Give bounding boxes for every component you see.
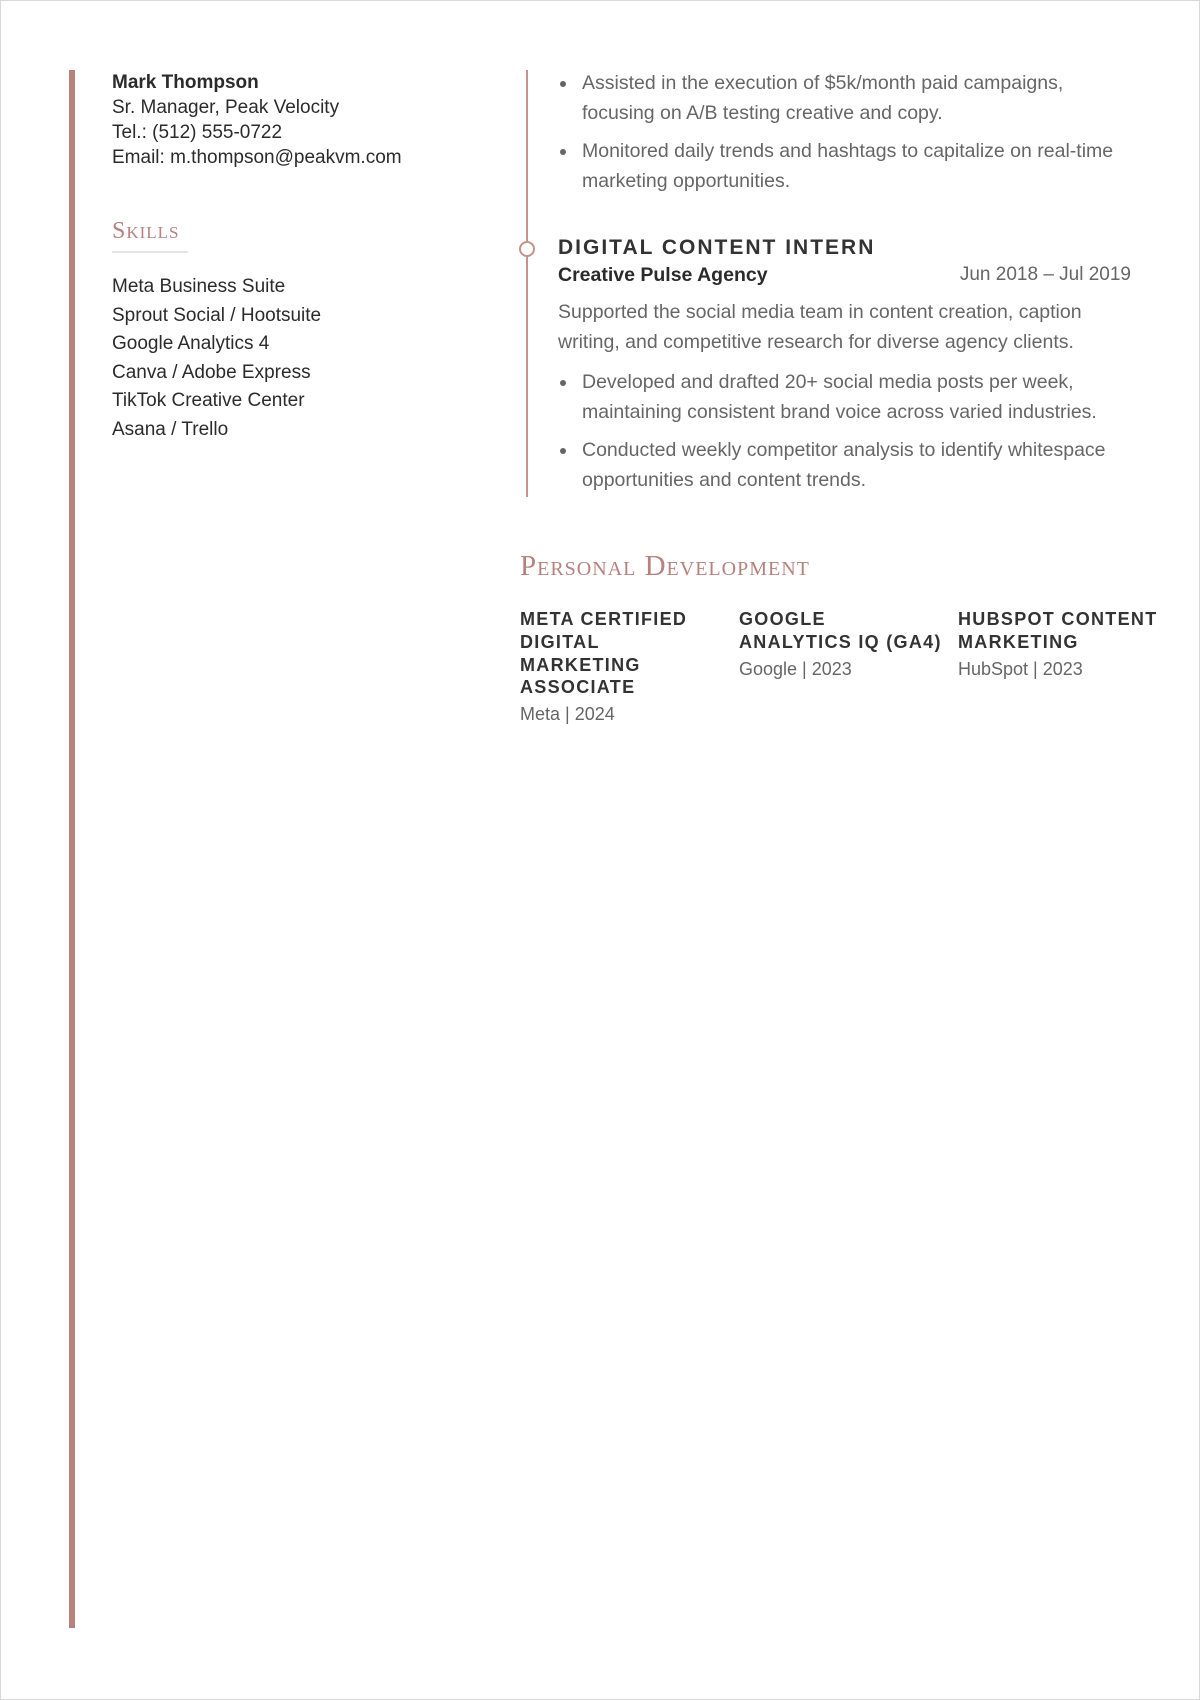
contact-name: Mark Thompson <box>112 72 259 93</box>
skills-divider <box>112 251 188 253</box>
skill-item: Canva / Adobe Express <box>112 361 311 383</box>
bullet-item: Developed and drafted 20+ social media posts per week, maintaining consistent brand voice across varied industries. <box>558 367 1131 427</box>
skills-heading: Skills <box>112 218 180 244</box>
job-entry <box>558 235 1131 503</box>
skill-item: TikTok Creative Center <box>112 390 305 412</box>
skill-item: Asana / Trello <box>112 418 229 440</box>
bullet-item: Assisted in the execution of $5k/month paid campaigns, focusing on A/B testing creative and copy. <box>558 68 1131 128</box>
personal-development-heading: Personal Development <box>520 550 810 582</box>
certification-name: HUBSPOT CONTENT MARKETING <box>958 609 1158 652</box>
skills-list <box>112 273 472 445</box>
previous-job-section <box>558 68 1131 204</box>
certification-name: META CERTIFIED DIGITAL MARKETING ASSOCIATE <box>520 609 688 698</box>
skill-item: Meta Business Suite <box>112 276 286 297</box>
certification-item <box>520 608 739 725</box>
previous-job-bullets <box>558 68 1131 196</box>
certification-grid <box>520 608 1180 725</box>
timeline-marker <box>519 241 535 257</box>
bullet-item: Monitored daily trends and hashtags to capitalize on real-time marketing opportunities. <box>558 136 1131 196</box>
job-dates: Jun 2018 – Jul 2019 <box>959 264 1131 285</box>
certification-name: GOOGLE ANALYTICS IQ (GA4) <box>739 609 942 652</box>
certification-item <box>958 608 1177 725</box>
certification-item <box>739 608 958 725</box>
contact-phone: Tel.: (512) 555-0722 <box>112 122 283 143</box>
contact-email: Email: m.thompson@peakvm.com <box>112 147 402 168</box>
company-name: Creative Pulse Agency <box>558 264 768 286</box>
job-bullets <box>558 367 1131 495</box>
accent-bar <box>69 70 75 1628</box>
contact-block <box>112 70 472 170</box>
timeline-line <box>526 70 528 497</box>
skill-item: Sprout Social / Hootsuite <box>112 304 322 326</box>
certification-issuer: Meta | 2024 <box>520 704 615 725</box>
certification-issuer: HubSpot | 2023 <box>958 658 1083 679</box>
job-meta <box>558 263 1131 287</box>
job-title: DIGITAL CONTENT INTERN <box>558 236 876 259</box>
job-description: Supported the social media team in content creation, caption writing, and competitive research for diverse agency clients. <box>558 301 1082 353</box>
certification-issuer: Google | 2023 <box>739 658 852 679</box>
contact-role: Sr. Manager, Peak Velocity <box>112 97 340 118</box>
bullet-item: Conducted weekly competitor analysis to identify whitespace opportunities and content trends. <box>558 435 1131 495</box>
skill-item: Google Analytics 4 <box>112 333 270 355</box>
